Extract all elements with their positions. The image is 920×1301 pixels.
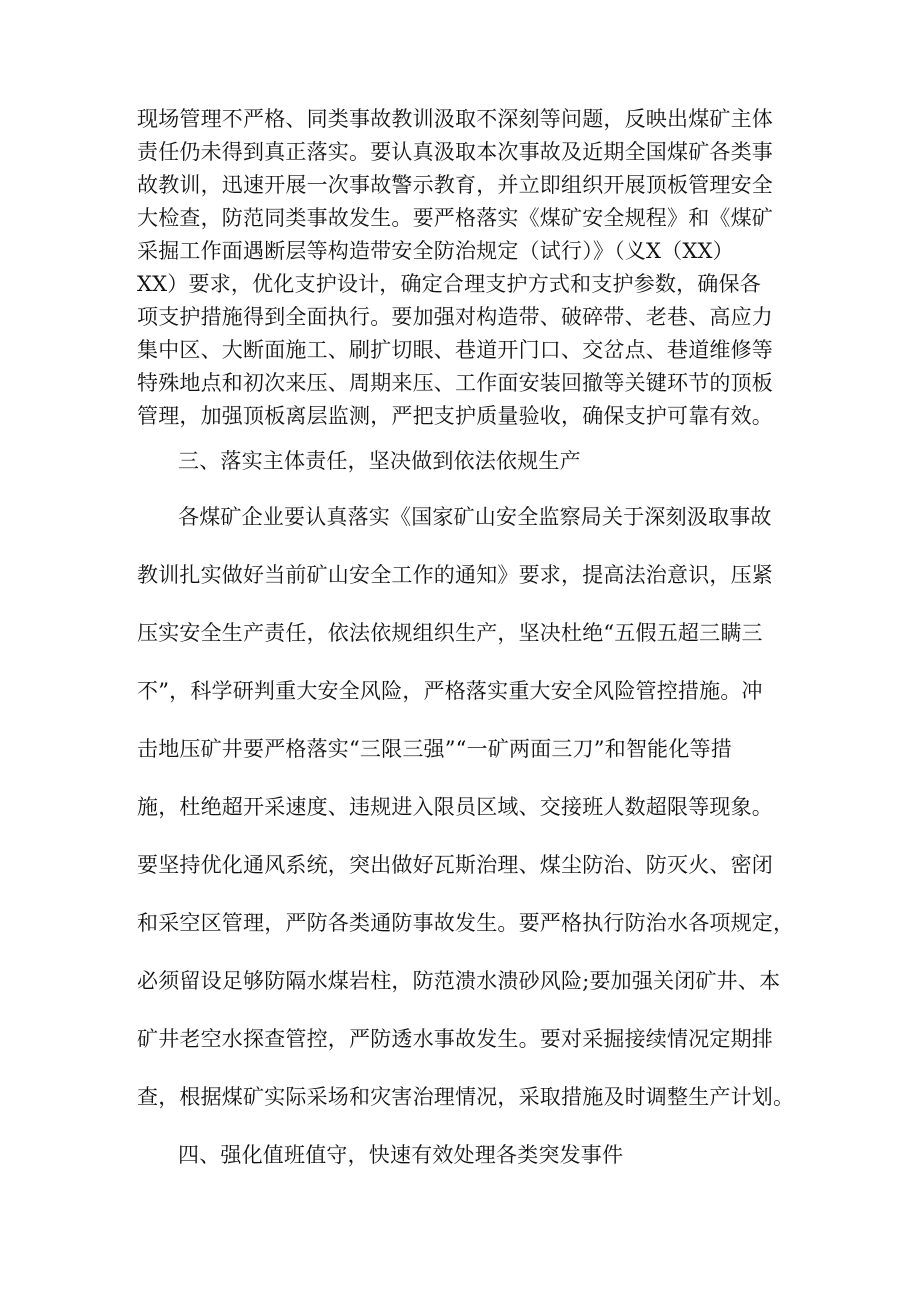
paragraph-line: 项支护措施得到全面执行。要加强对构造带、破碎带、老巷、高应力 <box>137 305 773 329</box>
paragraph-line: 责任仍未得到真正落实。要认真汲取本次事故及近期全国煤矿各类事 <box>137 140 773 164</box>
paragraph-line: 要坚持优化通风系统，突出做好瓦斯治理、煤尘防治、防灭火、密闭 <box>137 853 773 877</box>
paragraph-line: 施，杜绝超开采速度、违规进入限员区域、交接班人数超限等现象。 <box>137 795 773 819</box>
paragraph-line: 现场管理不严格、同类事故教训汲取不深刻等问题，反映出煤矿主体 <box>137 107 773 131</box>
paragraph-line: 必须留设足够防隔水煤岩柱，防范溃水溃砂风险;要加强关闭矿井、本 <box>137 969 781 993</box>
section-heading: 三、落实主体责任，坚决做到依法依规生产 <box>178 449 581 473</box>
paragraph-line: 压实安全生产责任，依法依规组织生产，坚决杜绝“五假五超三瞒三 <box>137 621 763 645</box>
section-heading: 四、强化值班值守，快速有效处理各类突发事件 <box>178 1143 624 1167</box>
paragraph-line: 各煤矿企业要认真落实《国家矿山安全监察局关于深刻汲取事故 <box>178 505 772 529</box>
paragraph-line: 特殊地点和初次来压、周期来压、工作面安装回撤等关键环节的顶板 <box>137 371 773 395</box>
paragraph-line: 不”，科学研判重大安全风险，严格落实重大安全风险管控措施。冲 <box>137 679 763 703</box>
paragraph-line: 大检查，防范同类事故发生。要严格落实《煤矿安全规程》和《煤矿 <box>137 206 773 230</box>
paragraph-line: 和采空区管理，严防各类通防事故发生。要严格执行防治水各项规定， <box>137 911 795 935</box>
paragraph-line: 集中区、大断面施工、刷扩切眼、巷道开门口、交岔点、巷道维修等 <box>137 338 773 362</box>
paragraph-line: 矿井老空水探查管控，严防透水事故发生。要对采掘接续情况定期排 <box>137 1027 773 1051</box>
paragraph-line: 采掘工作面遇断层等构造带安全防治规定（试行）》（义X（XX） <box>137 239 734 263</box>
paragraph-line: XX）要求，优化支护设计，确定合理支护方式和支护参数，确保各 <box>137 272 761 296</box>
paragraph-line: 击地压矿井要严格落实“三限三强”“一矿两面三刀”和智能化等措 <box>137 737 732 761</box>
paragraph-line: 管理，加强顶板离层监测，严把支护质量验收，确保支护可靠有效。 <box>137 404 773 428</box>
paragraph-line: 故教训，迅速开展一次事故警示教育，并立即组织开展顶板管理安全 <box>137 173 773 197</box>
paragraph-line: 教训扎实做好当前矿山安全工作的通知》要求，提高法治意识，压紧 <box>137 563 773 587</box>
paragraph-line: 查，根据煤矿实际采场和灾害治理情况，采取措施及时调整生产计划。 <box>137 1085 795 1109</box>
